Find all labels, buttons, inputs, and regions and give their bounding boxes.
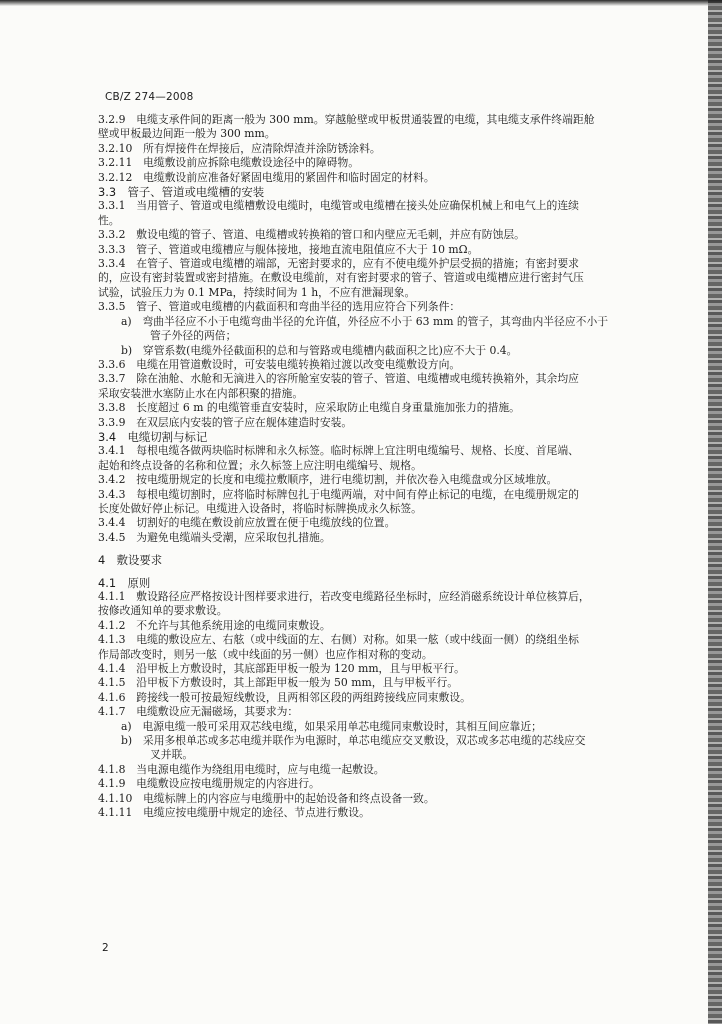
clause-line: 3.4.5 为避免电缆端头受潮，应采取包扎措施。 (98, 530, 331, 544)
clause-line: 3.3.3 管子、管道或电缆槽应与舰体接地，接地直流电阻值应不大于 10 mΩ。 (98, 242, 479, 256)
scan-edge-top (0, 0, 722, 6)
page-number: 2 (102, 942, 109, 954)
clause-line: 3.4.2 按电缆册规定的长度和电缆拉敷顺序，进行电缆切割，并依次卷入电缆盘或分区域堆放。 (98, 473, 558, 487)
clause-line: 4.1.8 当电源电缆作为绕组用电缆时，应与电缆一起敷设。 (98, 762, 385, 776)
clause-line: 3.3.1 当用管子、管道或电缆槽敷设电缆时，电缆管或电缆槽在接头处应确保机械上和电气上的连续 (98, 199, 579, 213)
document-body (98, 113, 690, 821)
section-heading: 4.1 原则 (98, 575, 151, 590)
clause-line: 的，应设有密封装置或密封措施。在敷设电缆前，对有密封要求的管子、管道或电缆槽应进行密封气压 (98, 271, 584, 285)
clause-line: 4.1.10 电缆标牌上的内容应与电缆册中的起始设备和终点设备一致。 (98, 791, 435, 805)
clause-line: 3.2.9 电缆支承件间的距离一般为 300 mm。穿越舱壁或甲板贯通装置的电缆，其电缆支承件终端距舱 (98, 113, 595, 126)
list-item: a) 弯曲半径应不小于电缆弯曲半径的允许值，外径应不小于 63 mm 的管子，其弯曲内半径应不小于 (121, 314, 609, 328)
clause-line: 采取安装泄水塞防止水在内部积聚的措施。 (98, 386, 304, 400)
clause-line: 4.1.7 电缆敷设应无漏磁场，其要求为： (98, 705, 299, 719)
clause-line: 作局部改变时，则另一舷（或中线面的另一侧）也应作相对称的变动。 (98, 647, 433, 661)
clause-line: 3.2.11 电缆敷设前应拆除电缆敷设途径中的障碍物。 (98, 156, 360, 170)
list-item: a) 电源电缆一般可采用双芯线电缆，如果采用单芯电缆同束敷设时，其相互间应靠近； (121, 719, 542, 733)
clause-line: 4.1.2 不允许与其他系统用途的电缆同束敷设。 (98, 618, 331, 632)
chapter-heading: 4 敷设要求 (98, 553, 163, 568)
clause-line: 4.1.3 电缆的敷设应左、右舷（或中线面的左、右侧）对称。如果一舷（或中线面一侧）的绕组坐标 (98, 633, 579, 647)
clause-line: 按修改通知单的要求敷设。 (98, 604, 228, 618)
clause-line: 3.3.4 在管子、管道或电缆槽的端部，无密封要求的，应有不使电缆外护层受损的措施；有密封要求 (98, 257, 579, 271)
list-item-continuation: 管子外径的两倍； (150, 329, 237, 343)
clause-line: 壁或甲板最边间距一般为 300 mm。 (98, 127, 276, 141)
clause-line: 3.4.4 切割好的电缆在敷设前应放置在便于电缆放线的位置。 (98, 516, 396, 530)
scan-edge-right (708, 0, 722, 1024)
clause-line: 3.3.9 在双层底内安装的管子应在舰体建造时安装。 (98, 415, 353, 429)
list-item: b) 穿管系数(电缆外径截面积的总和与管路或电缆槽内截面积之比)应不大于 0.4。 (121, 343, 518, 357)
clause-line: 4.1.1 敷设路径应严格按设计图样要求进行，若改变电缆路径坐标时，应经消磁系统设计单位核算后， (98, 590, 590, 603)
clause-line: 4.1.6 跨接线一般可按最短线敷设，且两相邻区段的两组跨接线应同束敷设。 (98, 690, 471, 704)
clause-line: 3.3.6 电缆在用管道敷设时，可安装电缆转换箱过渡以改变电缆敷设方向。 (98, 357, 461, 371)
clause-line: 4.1.5 沿甲板下方敷设时，其上部距甲板一般为 50 mm，且与甲板平行。 (98, 676, 459, 690)
clause-line: 长度处做好停止标记。电缆进入设备时，将临时标牌换成永久标签。 (98, 501, 422, 515)
clause-line: 3.3.8 长度超过 6 m 的电缆管垂直安装时，应采取防止电缆自身重量施加张力的措施。 (98, 401, 520, 415)
clause-line: 性。 (98, 213, 120, 227)
clause-line: 4.1.11 电缆应按电缆册中规定的途径、节点进行敷设。 (98, 806, 370, 820)
clause-line: 起始和终点设备的名称和位置；永久标签上应注明电缆编号、规格。 (98, 458, 422, 472)
clause-line: 3.2.10 所有焊接件在焊接后，应清除焊渣并涂防锈涂料。 (98, 141, 381, 155)
section-heading: 3.3 管子、管道或电缆槽的安装 (98, 185, 265, 200)
list-item-continuation: 叉并联。 (150, 748, 194, 762)
clause-line: 3.3.2 敷设电缆的管子、管道、电缆槽或转换箱的管口和内壁应无毛刺，并应有防蚀层。 (98, 228, 525, 242)
clause-line: 4.1.9 电缆敷设应按电缆册规定的内容进行。 (98, 777, 320, 791)
clause-line: 4.1.4 沿甲板上方敷设时，其底部距甲板一般为 120 mm，且与甲板平行。 (98, 662, 465, 676)
standard-code: CB/Z 274—2008 (105, 91, 194, 103)
clause-line: 3.4.1 每根电缆各做两块临时标牌和永久标签。临时标牌上宜注明电缆编号、规格、长度、首尾端、 (98, 444, 579, 458)
section-heading: 3.4 电缆切割与标记 (98, 429, 208, 444)
clause-line: 3.4.3 每根电缆切割时，应将临时标牌包扎于电缆两端，对中间有停止标记的电缆，在电缆册规定的 (98, 487, 579, 501)
clause-line: 3.3.5 管子、管道或电缆槽的内截面积和弯曲半径的选用应符合下列条件： (98, 300, 461, 314)
clause-line: 3.2.12 电缆敷设前应准备好紧固电缆用的紧固件和临时固定的材料。 (98, 170, 435, 184)
clause-line: 试验，试验压力为 0.1 MPa，持续时间为 1 h，不应有泄漏现象。 (98, 285, 416, 299)
list-item: b) 采用多根单芯或多芯电缆并联作为电源时，单芯电缆应交叉敷设，双芯或多芯电缆的芯线应交 (121, 734, 586, 748)
clause-line: 3.3.7 除在油舱、水舱和无滴进入的容所舱室安装的管子、管道、电缆槽或电缆转换箱外，其余均应 (98, 372, 579, 386)
